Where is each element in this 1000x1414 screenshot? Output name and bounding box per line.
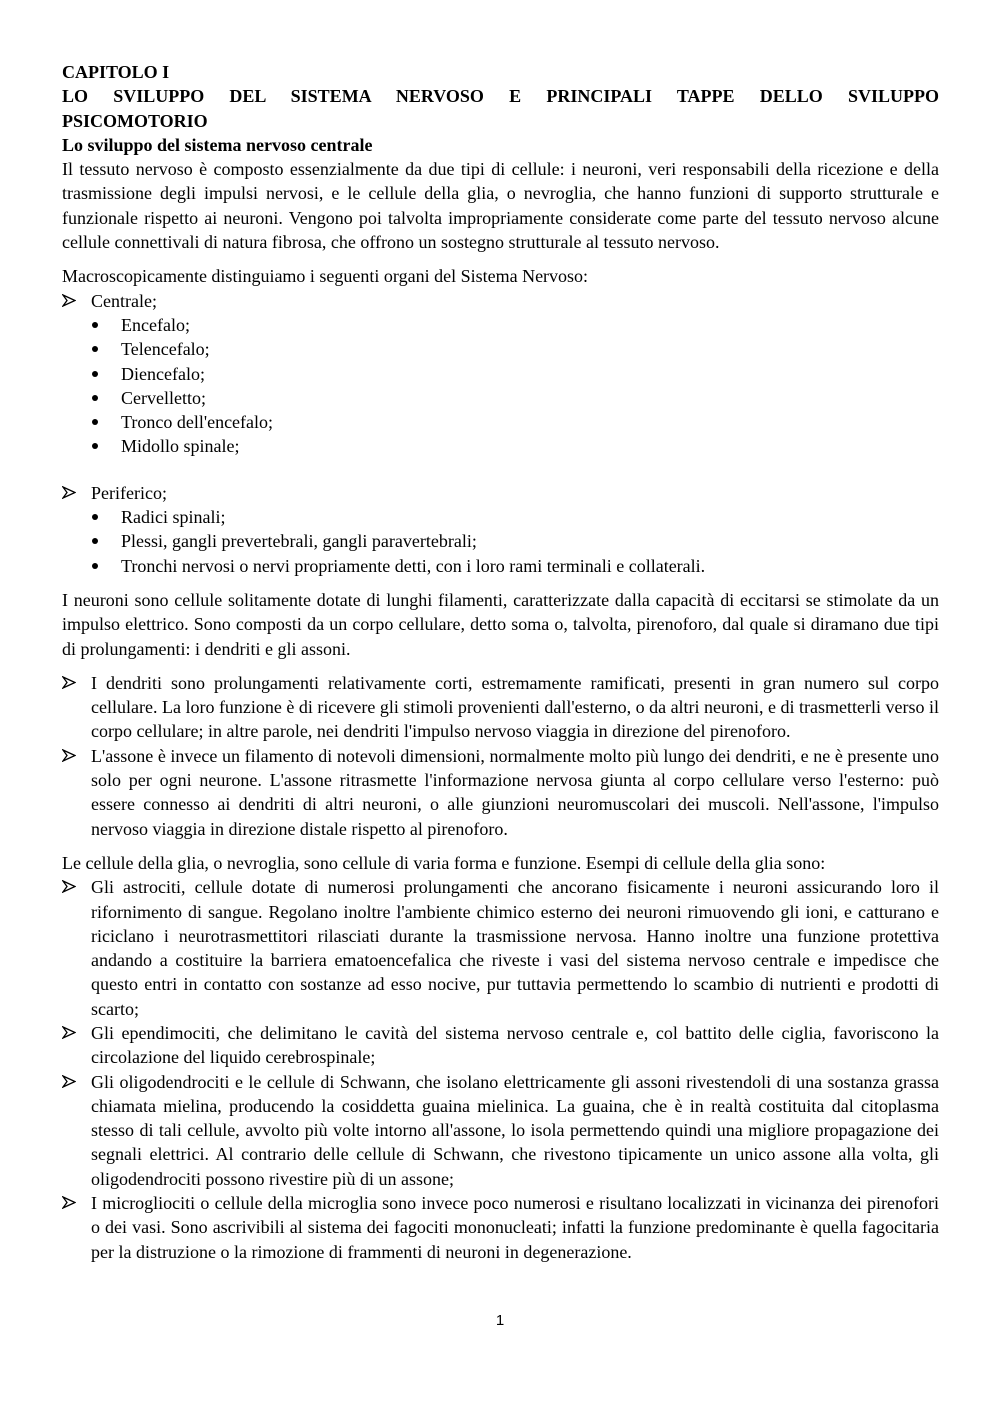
paragraph-intro: Il tessuto nervoso è composto essenzialmente da due tipi di cellule: i neuroni, veri responsabili della ricezione e della trasmissione degli impulsi nervosi, e le cellule della glia, o nevroglia, che hanno funzioni di supporto strutturale e funzionale rispetto ai neuroni. Vengono poi talvolta impropriamente considerate come parte del tessuto nervoso alcune cellule connettivali di natura fibrosa, che offrono un sostegno strutturale al tessuto nervoso. [62, 159, 939, 253]
paragraph-organs: Macroscopicamente distinguiamo i seguenti organi del Sistema Nervoso: [62, 266, 589, 287]
neuron-parts-list [62, 671, 939, 841]
page-number: 1 [495, 1312, 505, 1329]
list-item [62, 289, 939, 313]
list-item-text: I dendriti sono prolungamenti relativamente corti, estremamente ramificati, presenti in gran numero sul corpo cellulare. La loro funzione è di ricevere gli stimoli provenienti dall'esterno, o da altri neuroni, e di trasmetterli verso il corpo cellulare; in altre parole, nei dendriti l'impulso nervoso viaggia in direzione del pirenoforo. [91, 672, 939, 742]
glia-types-list [62, 875, 939, 1264]
list-item-text: Encefalo; [121, 314, 190, 335]
list-item [62, 481, 939, 505]
list-item [62, 362, 939, 386]
round-bullet-icon [92, 514, 98, 520]
list-item-text: Tronco dell'encefalo; [121, 412, 274, 433]
round-bullet-icon [92, 371, 98, 377]
chapter-heading: CAPITOLO I [62, 62, 170, 82]
list-item [62, 875, 939, 1021]
round-bullet-icon [92, 395, 98, 401]
arrowhead-bullet-icon [62, 481, 84, 499]
list-item [62, 337, 939, 361]
round-bullet-icon [92, 538, 98, 544]
list-item [62, 1191, 939, 1264]
list-item-text: Diencefalo; [121, 363, 205, 384]
arrowhead-bullet-icon [62, 744, 84, 762]
list-item [62, 744, 939, 841]
list-item-text: L'assone è invece un filamento di notevoli dimensioni, normalmente molto più lungo dei dendriti, e ne è presente uno solo per ogni neurone. L'assone ritrasmette l'informazione nervosa giunta al corpo cellulare verso l'esterno: può essere connesso ai dendriti di altri neuroni, o alle giunzioni neuromuscolari dei muscoli. Nell'assone, l'impulso nervoso viaggia in direzione distale rispetto al pirenoforo. [91, 745, 939, 839]
chapter-title-line1: LO SVILUPPO DEL SISTEMA NERVOSO E PRINCIPALI TAPPE DELLO SVILUPPO [62, 86, 939, 107]
document-page [62, 60, 939, 1264]
list-item [62, 554, 939, 578]
section-title: Lo sviluppo del sistema nervoso centrale [62, 134, 373, 155]
central-label: Centrale; [91, 290, 157, 311]
list-item [62, 410, 939, 434]
list-item-text: Gli oligodendrociti e le cellule di Schwann, che isolano elettricamente gli assoni rivestendoli di una sostanza grassa chiamata mielina, producendo la cosiddetta guaina mielinica. La guaina, che è in realtà costituita dal citoplasma stesso di tali cellule, avvolto più volte intorno all'assone, lo isola permettendo quindi una migliore propagazione dei segnali elettrici. Al contrario delle cellule di Schwann, che rivestono tipicamente un unico assone alla volta, gli oligodendrociti possono rivestire più di un assone; [91, 1071, 939, 1189]
list-item [62, 1021, 939, 1070]
arrowhead-bullet-icon [62, 1021, 84, 1039]
list-item [62, 529, 939, 553]
peripheral-label: Periferico; [91, 482, 167, 503]
arrowhead-bullet-icon [62, 289, 84, 307]
round-bullet-icon [92, 443, 98, 449]
list-item-text: Gli ependimociti, che delimitano le cavità del sistema nervoso centrale e, col battito delle ciglia, favoriscono la circolazione del liquido cerebrospinale; [91, 1022, 939, 1068]
list-item-text: Gli astrociti, cellule dotate di numerosi prolungamenti che ancorano fisicamente i neuroni assicurando loro il rifornimento di sangue. Regolano inoltre l'ambiente chimico esterno dei neuroni rimuovendo gli ioni, e catturano e riciclano i neurotrasmettitori rilasciati durante la trasmissione nervosa. Hanno inoltre una funzione protettiva andando a costituire la barriera ematoencefalica che riveste i vasi del sistema nervoso centrale e impedisce che questo entri in contatto con sostanze ad esso nocive, pur tuttavia permettendo lo scambio di nutrienti e prodotti di scarto; [91, 877, 939, 1019]
list-item-text: Tronchi nervosi o nervi propriamente detti, con i loro rami terminali e collaterali. [121, 555, 706, 576]
list-item [62, 1070, 939, 1191]
arrowhead-bullet-icon [62, 875, 84, 893]
list-item [62, 434, 939, 458]
list-item-text: Cervelletto; [121, 387, 206, 408]
list-item [62, 671, 939, 744]
arrowhead-bullet-icon [62, 1070, 84, 1088]
round-bullet-icon [92, 419, 98, 425]
central-sublist [62, 313, 939, 459]
list-item-text: Plessi, gangli prevertebrali, gangli paravertebrali; [121, 531, 477, 552]
arrowhead-bullet-icon [62, 671, 84, 689]
list-item-text: Midollo spinale; [121, 436, 240, 457]
round-bullet-icon [92, 563, 98, 569]
paragraph-neurons: I neuroni sono cellule solitamente dotate di lunghi filamenti, caratterizzate dalla capacità di eccitarsi se stimolate da un impulso elettrico. Sono composti da un corpo cellulare, detto soma o, talvolta, pirenoforo, dal quale si diramano due tipi di prolungamenti: i dendriti e gli assoni. [62, 589, 939, 659]
list-item-text: Radici spinali; [121, 507, 226, 528]
chapter-title-line2: PSICOMOTORIO [62, 110, 208, 131]
peripheral-list [62, 481, 939, 505]
list-item [62, 386, 939, 410]
list-item [62, 313, 939, 337]
peripheral-sublist [62, 505, 939, 578]
arrowhead-bullet-icon [62, 1191, 84, 1209]
round-bullet-icon [92, 346, 98, 352]
round-bullet-icon [92, 322, 98, 328]
central-list [62, 289, 939, 313]
paragraph-glia: Le cellule della glia, o nevroglia, sono cellule di varia forma e funzione. Esempi di cellule della glia sono: [62, 852, 826, 873]
list-item-text: I microgliociti o cellule della microglia sono invece poco numerosi e risultano localizzati in vicinanza dei pirenofori o dei vasi. Sono ascrivibili al sistema dei fagociti mononucleati; infatti la funzione predominante è quella fagocitaria per la distruzione o la rimozione di frammenti di neuroni in degenerazione. [91, 1193, 939, 1262]
list-item-text: Telencefalo; [121, 339, 210, 360]
list-item [62, 505, 939, 529]
